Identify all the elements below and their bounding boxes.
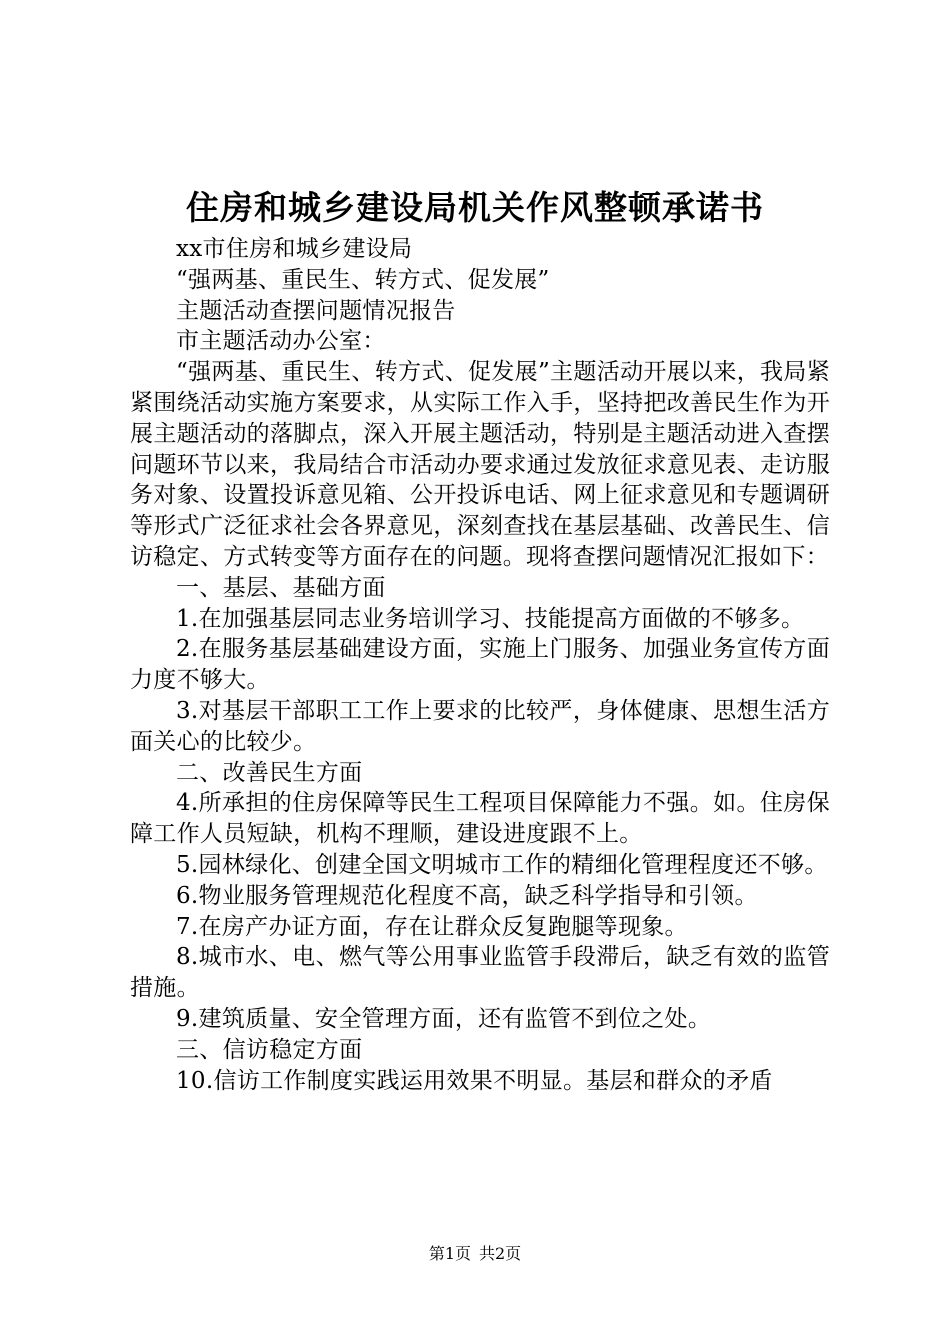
issue-item-2: 2.在服务基层基础建设方面，实施上门服务、加强业务宣传方面力度不够大。 <box>130 636 830 694</box>
document-body <box>130 234 830 1096</box>
page-footer <box>0 1242 950 1266</box>
paragraph-addressee: 市主题活动办公室： <box>176 328 386 355</box>
paragraph-introduction: “强两基、重民生、转方式、促发展”主题活动开展以来，我局紧紧围绕活动实施方案要求，从实际工作入手，坚持把改善民生作为开展主题活动的落脚点，深入开展主题活动，特别是主题活动进入查摆问题环节以来，我局结合市活动办要求通过发放征求意见表、走访服务对象、设置投诉意见箱、公开投诉电话、网上征求意见和专题调研等形式广泛征求社会各界意见，深刻查找在基层基础、改善民生、信访稳定、方式转变等方面存在的问题。现将查摆问题情况汇报如下： <box>130 359 830 570</box>
issue-item-8: 8.城市水、电、燃气等公用事业监管手段滞后，缺乏有效的监管措施。 <box>130 944 830 1002</box>
document-title: 住房和城乡建设局机关作风整顿承诺书 <box>186 188 764 227</box>
issue-item-5: 5.园林绿化、创建全国文明城市工作的精细化管理程度还不够。 <box>176 851 828 878</box>
issue-item-4: 4.所承担的住房保障等民生工程项目保障能力不强。如。住房保障工作人员短缺，机构不理顺，建设进度跟不上。 <box>130 790 830 848</box>
page-number: 第1页 <box>428 1244 471 1263</box>
issue-item-10: 10.信访工作制度实践运用效果不明显。基层和群众的矛盾 <box>176 1067 773 1094</box>
paragraph-bureau-name: xx市住房和城乡建设局 <box>176 236 413 262</box>
paragraph-report-title: 主题活动查摆问题情况报告 <box>176 297 456 324</box>
issue-item-7: 7.在房产办证方面，存在让群众反复跑腿等现象。 <box>176 913 688 940</box>
issue-item-6: 6.物业服务管理规范化程度不高，缺乏科学指导和引领。 <box>176 882 758 909</box>
page-total: 共2页 <box>479 1244 522 1263</box>
section-heading-petition: 三、信访稳定方面 <box>176 1036 363 1063</box>
issue-item-9: 9.建筑质量、安全管理方面，还有监管不到位之处。 <box>176 1005 712 1032</box>
section-heading-grassroots: 一、基层、基础方面 <box>176 574 386 601</box>
issue-item-3: 3.对基层干部职工工作上要求的比较严，身体健康、思想生活方面关心的比较少。 <box>130 697 830 755</box>
issue-item-1: 1.在加强基层同志业务培训学习、技能提高方面做的不够多。 <box>176 605 805 632</box>
section-heading-livelihood: 二、改善民生方面 <box>176 759 363 786</box>
paragraph-campaign-slogan: “强两基、重民生、转方式、促发展” <box>176 266 550 293</box>
